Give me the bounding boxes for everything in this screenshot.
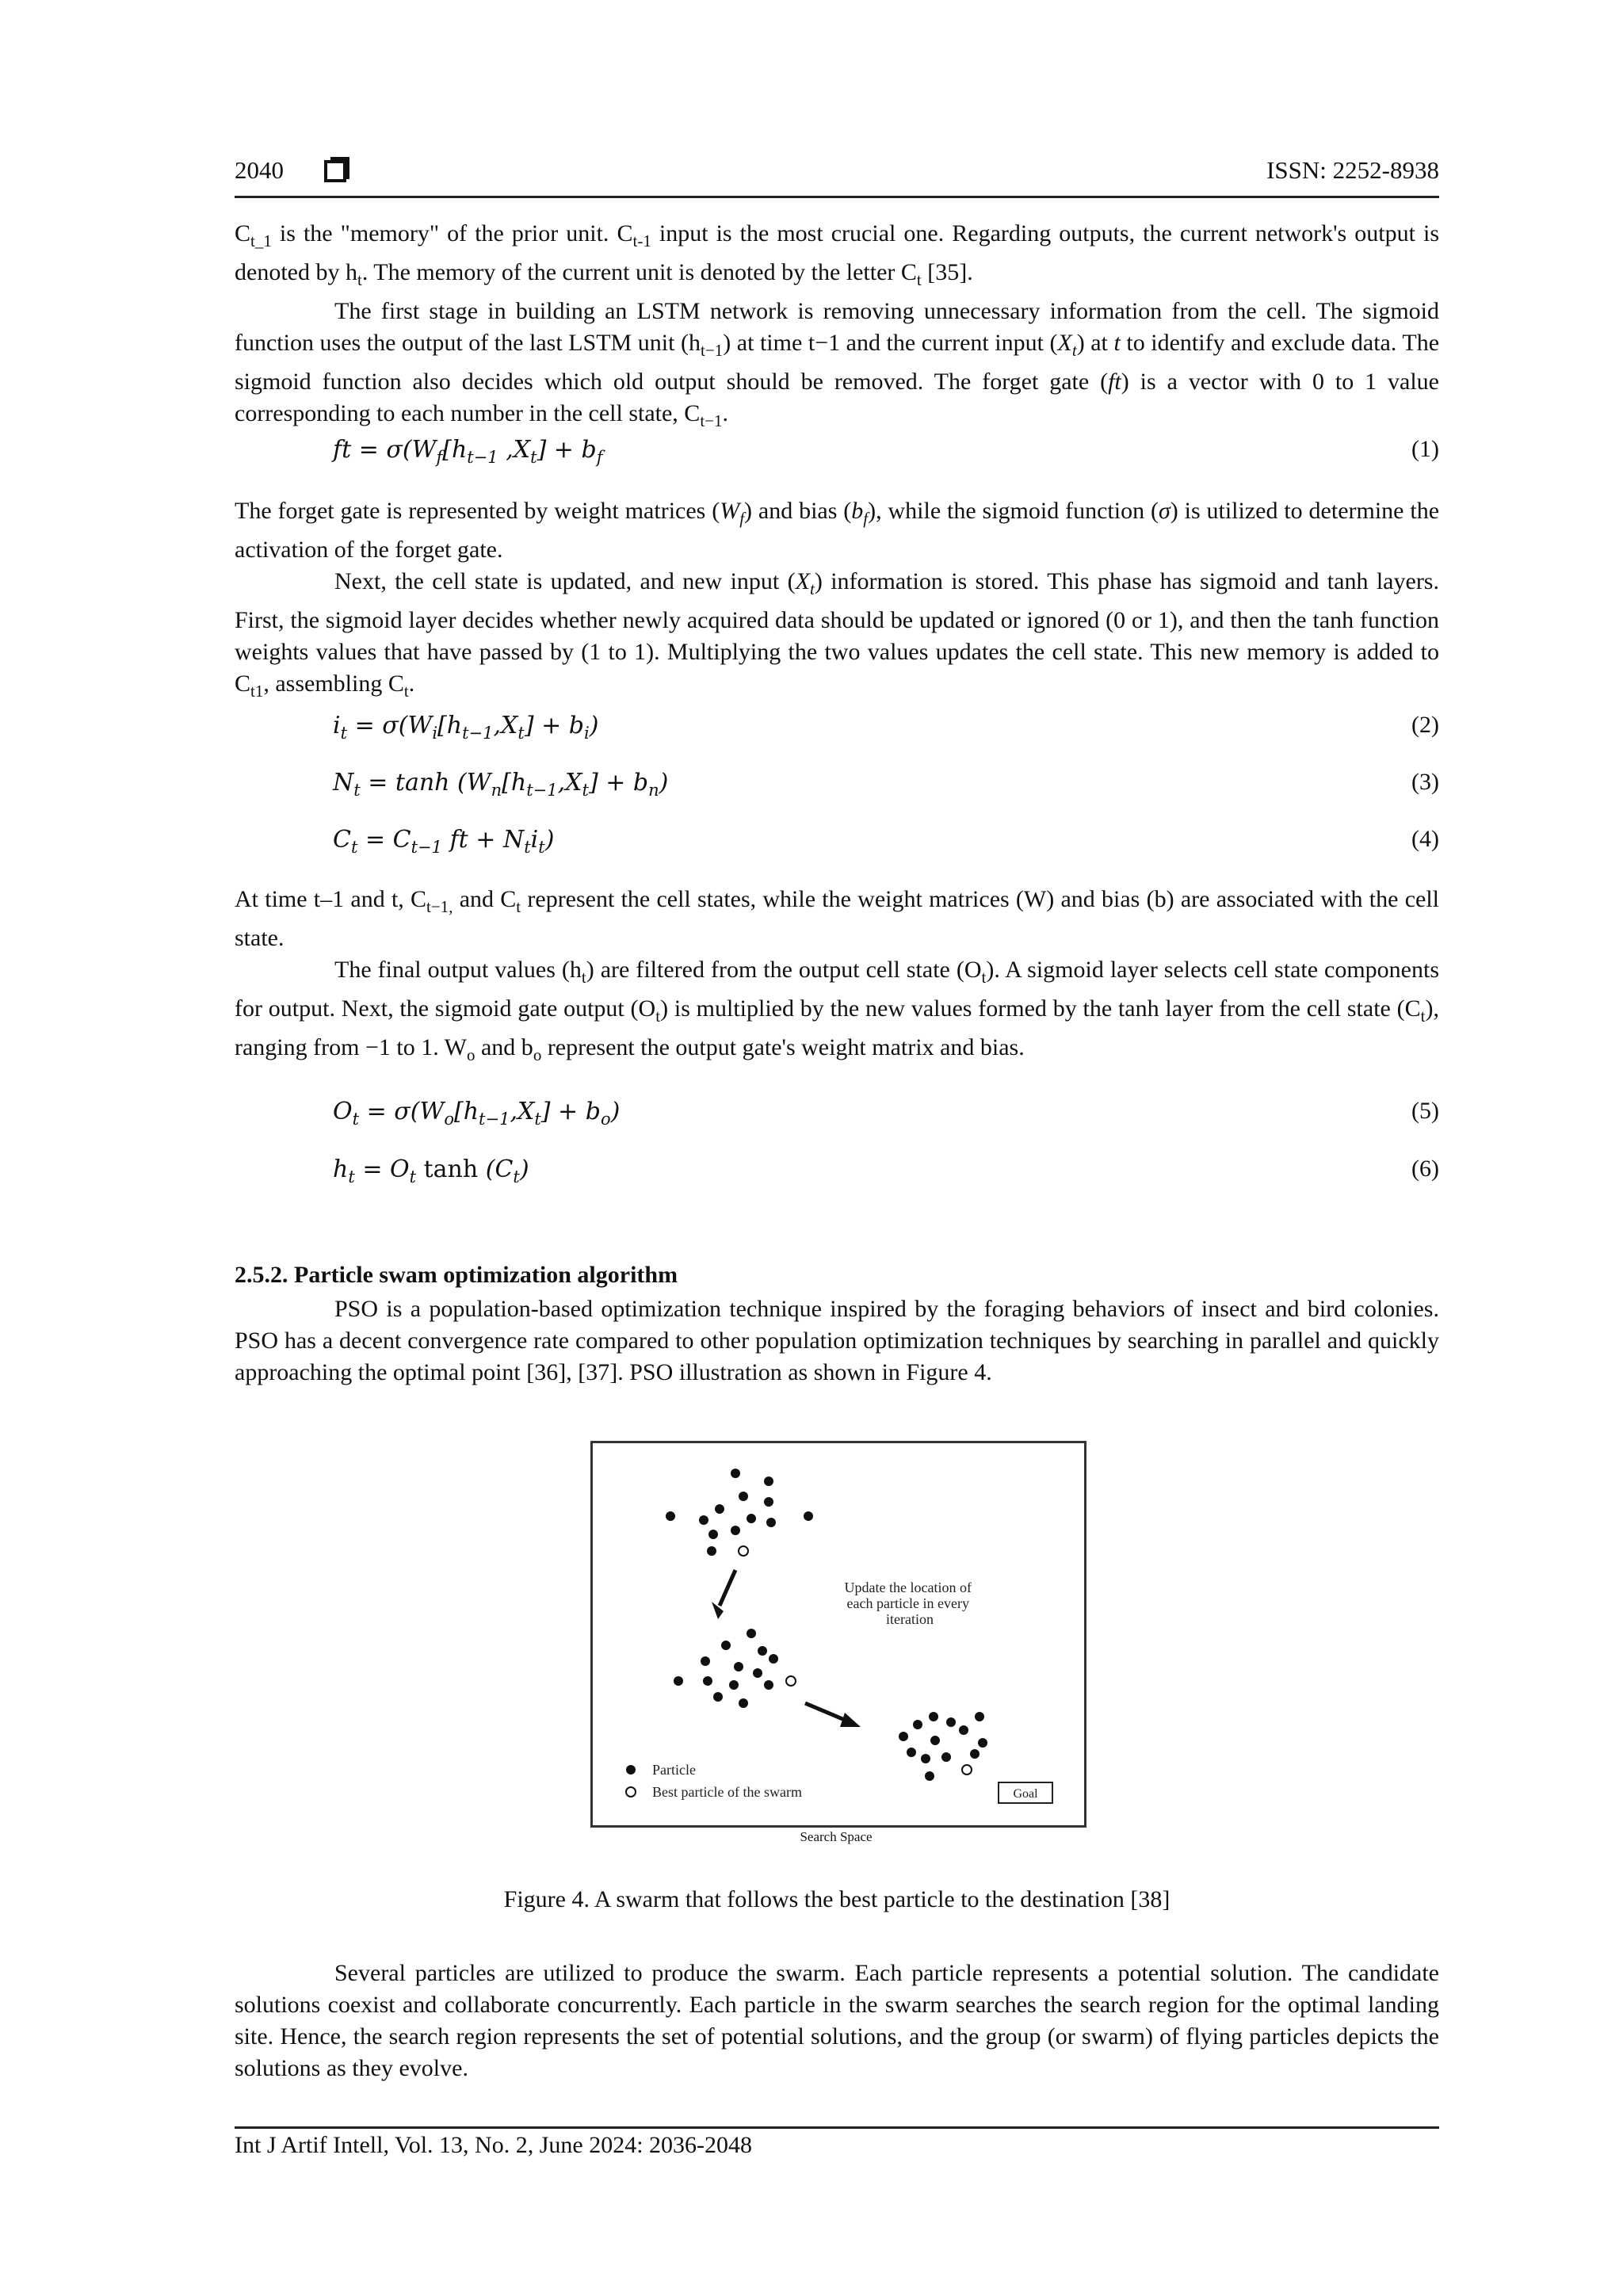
pso-figure bbox=[590, 1441, 1086, 1828]
swarm-cluster-goal bbox=[899, 1712, 987, 1781]
equation-4 bbox=[333, 826, 1439, 861]
equation-5 bbox=[333, 1098, 1439, 1133]
paragraph: Next, the cell state is updated, and new input $(X_t)$ information is stored. This phase has sigmoid and tanh layers. First, the sigmoid layer decides whether newly acquired data should be updated or ignored (0 or 1), and then the tanh function weights values that have passed by (1 to 1). Multiplying the two values updates the cell state. This new memory is added to $C_{t1}$, assembling $C_t$. bbox=[235, 568, 1439, 701]
page-number: 2040 bbox=[235, 156, 284, 184]
section-heading: 2.5.2. Particle swam optimization algorithm bbox=[235, 1262, 678, 1288]
best-particle-start bbox=[739, 1546, 748, 1556]
page-header bbox=[235, 155, 1439, 198]
equation-6 bbox=[333, 1156, 1439, 1190]
figure-caption: Figure 4. A swarm that follows the best particle to the destination [38] bbox=[503, 1886, 1170, 1912]
equation-number: (5) bbox=[1411, 1098, 1439, 1124]
paragraph: $C_{t\_1}$ is the "memory" of the prior unit. $C_{t-1}$ input is the most crucial one. Regarding outputs, the current network's output is denoted by $h_t$. The memory of the current unit is denoted by the letter $C_t$ [35]. bbox=[235, 220, 1439, 289]
best-particle-goal bbox=[962, 1765, 972, 1775]
issn: ISSN: 2252-8938 bbox=[1266, 156, 1439, 184]
equation-1 bbox=[333, 436, 1439, 471]
equation-number: (3) bbox=[1411, 769, 1439, 795]
swarm-cluster-mid bbox=[674, 1629, 778, 1708]
best-particle-legend-icon bbox=[626, 1787, 636, 1797]
equation-number: (2) bbox=[1411, 712, 1439, 738]
paragraph: The first stage in building an LSTM network is removing unnecessary information from the cell. The sigmoid function uses the output of the last LSTM unit $(h_{t-1})$ at time t−1 and the current input $(X_t)$ at t to identify and exclude data. The sigmoid function also decides which old output should be removed. The forget gate (ft) is a vector with 0 to 1 value corresponding to each number in the cell state, $C_{t-1}$. bbox=[235, 298, 1440, 430]
equation-number: (4) bbox=[1411, 826, 1439, 852]
text-block-pso bbox=[235, 1293, 1439, 1389]
legend-particle-label: Particle bbox=[652, 1762, 696, 1778]
paragraph: The final output values $(h_t)$ are filtered from the output cell state $(O_t)$. A sigmoid layer selects cell state components for output. Next, the sigmoid gate output $(O_t)$ is multiplied by the new values formed by the tanh layer from the cell state $(C_t)$, ranging from −1 to 1. $W_o$ and $b_o$ represent the output gate's weight matrix and bias. bbox=[235, 957, 1440, 1064]
text-block-swarm bbox=[235, 1958, 1439, 2084]
paragraph: The forget gate is represented by weight matrices $(W_f)$ and bias $(b_f)$, while the sigmoid function (σ) is utilized to determine the activation of the forget gate. bbox=[235, 498, 1440, 563]
goal-label: Goal bbox=[1013, 1787, 1038, 1801]
paragraph: At time t–1 and t, $C_{t-1,}$ and $C_t$ represent the cell states, while the weight matrices (W) and bias (b) are associated with the cell state. bbox=[235, 886, 1439, 951]
arrow-icon bbox=[805, 1703, 861, 1727]
paragraph: Several particles are utilized to produce the swarm. Each particle represents a potential solution. The candidate solutions coexist and collaborate concurrently. Each particle in the swarm searches the search region for the optimal landing site. Hence, the search region represents the set of potential solutions, and the group (or swarm) of flying particles depicts the solutions as they evolve. bbox=[235, 1960, 1439, 2081]
checkbox-square-icon bbox=[324, 160, 346, 182]
equation-expression: $h_t = O_t$ $\tanh (C_t)$ bbox=[333, 1156, 529, 1186]
equation-2 bbox=[333, 712, 1439, 747]
page-footer bbox=[235, 2126, 1439, 2159]
legend-best-label: Best particle of the swarm bbox=[652, 1784, 802, 1800]
search-space-label: Search Space bbox=[800, 1829, 873, 1844]
swarm-cluster-start bbox=[666, 1469, 813, 1556]
text-block-cell-state bbox=[235, 884, 1439, 1071]
footer-citation: Int J Artif Intell, Vol. 13, No. 2, June 2024: 2036-2048 bbox=[235, 2132, 753, 2158]
text-block-gates bbox=[235, 495, 1439, 707]
equation-expression: $O_t = \sigma(W_o[h_{t-1},X_t] + b_o)$ bbox=[333, 1098, 621, 1129]
annotation-text: Update the location of each particle in every iteration bbox=[844, 1580, 972, 1627]
equation-expression: $i_t = \sigma(W_i[h_{t-1},X_t] + b_i)$ bbox=[333, 712, 599, 743]
equation-3 bbox=[333, 769, 1439, 804]
arrow-icon bbox=[712, 1570, 735, 1619]
best-particle-mid bbox=[786, 1676, 796, 1686]
particle-legend-icon bbox=[626, 1765, 636, 1775]
equation-number: (6) bbox=[1411, 1156, 1439, 1182]
pso-illustration bbox=[593, 1443, 1084, 1825]
equation-expression: $N_t = \tanh (W_n[h_{t-1},X_t] + b_n)$ bbox=[333, 769, 669, 800]
text-block-intro bbox=[235, 218, 1439, 437]
equation-expression: $C_t = C_{t-1}$ ft + $N_ti_t$) bbox=[333, 826, 555, 857]
paragraph: PSO is a population-based optimization technique inspired by the foraging behaviors of insect and bird colonies. PSO has a decent convergence rate compared to other population optimization techniques by searching in parallel and quickly approaching the optimal point [36], [37]. PSO illustration as shown in Figure 4. bbox=[235, 1296, 1439, 1385]
equation-expression: ft = $\sigma(W_f[h_{t-1}$ $,X_t] + b_f$ bbox=[333, 436, 603, 467]
equation-number: (1) bbox=[1411, 436, 1439, 462]
